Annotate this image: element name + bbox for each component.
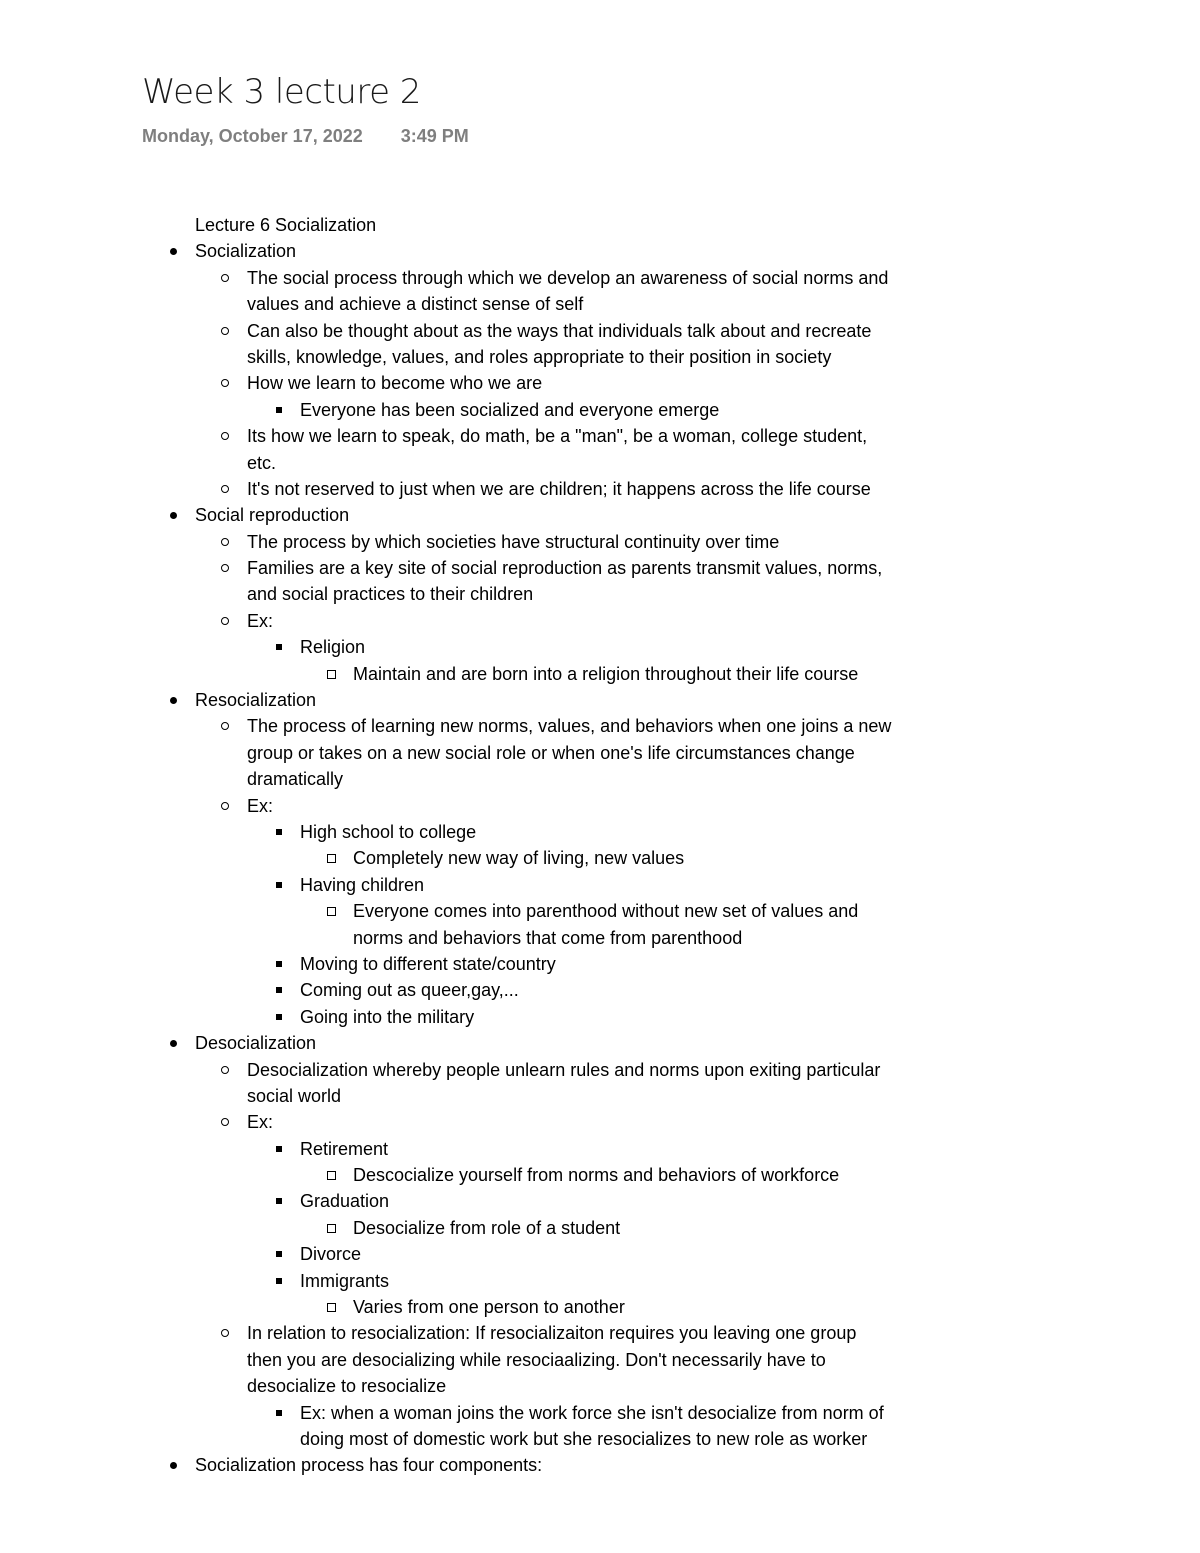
outline-item — [0, 661, 1200, 687]
outline-item-text: doing most of domestic work but she resocializes to new role as worker — [300, 1428, 868, 1449]
square-bullet-icon — [276, 407, 282, 413]
square-bullet-icon — [276, 987, 282, 993]
outline-item-text: etc. — [247, 452, 277, 473]
outline-item-text: values and achieve a distinct sense of self — [247, 294, 584, 315]
outline-item-text: and social practices to their children — [247, 584, 534, 605]
circle-bullet-icon — [221, 617, 229, 625]
outline-item — [0, 845, 1200, 871]
outline-item-text: Descocialize yourself from norms and behaviors of workforce — [353, 1165, 840, 1186]
circle-bullet-icon — [221, 485, 229, 493]
outline-item — [0, 634, 1200, 660]
outline-item — [0, 1373, 1200, 1399]
outline-item-text: group or takes on a new social role or when one's life circumstances change — [247, 742, 855, 763]
outline-item — [0, 1294, 1200, 1320]
outline-item-text: Lecture 6 Socialization — [195, 215, 377, 235]
page-time: 3:49 PM — [400, 126, 469, 146]
outline-item — [0, 529, 1200, 555]
box-bullet-icon — [327, 854, 336, 863]
outline-item-text: Moving to different state/country — [300, 953, 556, 974]
outline-item-text: Desocialize from role of a student — [353, 1217, 621, 1238]
outline-item-text: Ex: — [247, 1112, 274, 1133]
outline-item-text: dramatically — [247, 769, 344, 790]
outline-item — [0, 1426, 1200, 1452]
outline-item — [0, 581, 1200, 607]
box-bullet-icon — [327, 907, 336, 916]
outline-item — [0, 1136, 1200, 1162]
outline-item-text: Retirement — [300, 1138, 389, 1159]
outline-item — [0, 1162, 1200, 1188]
outline-item-text: Everyone comes into parenthood without new set of values and — [353, 901, 859, 922]
outline-item — [0, 1347, 1200, 1373]
outline-item-text: Immigrants — [300, 1270, 390, 1291]
outline-item-text: The process of learning new norms, values, and behaviors when one joins a new — [247, 716, 892, 737]
disc-bullet-icon — [170, 1040, 177, 1047]
disc-bullet-icon — [170, 512, 177, 519]
outline-item-text: Going into the military — [300, 1006, 475, 1027]
circle-bullet-icon — [221, 1329, 229, 1337]
outline-item — [0, 977, 1200, 1003]
outline-item — [0, 1400, 1200, 1426]
outline-item — [0, 555, 1200, 581]
outline-item — [0, 265, 1200, 291]
outline-item — [0, 450, 1200, 476]
outline-item-text: Ex: — [247, 795, 274, 816]
outline-item-text: In relation to resocialization: If resocializaiton requires you leaving one group — [247, 1323, 857, 1344]
outline-item — [0, 608, 1200, 634]
circle-bullet-icon — [221, 564, 229, 572]
outline-item-text: High school to college — [300, 821, 477, 842]
outline-item-text: Ex: when a woman joins the work force she isn't desocialize from norm of — [300, 1402, 884, 1423]
square-bullet-icon — [276, 882, 282, 888]
outline-item — [0, 713, 1200, 739]
outline-item — [0, 793, 1200, 819]
outline-item-text: Everyone has been socialized and everyone emerge — [300, 399, 720, 420]
outline-item — [0, 344, 1200, 370]
outline-item — [0, 1241, 1200, 1267]
square-bullet-icon — [276, 1014, 282, 1020]
square-bullet-icon — [276, 1410, 282, 1416]
outline-item-text: social world — [247, 1085, 342, 1106]
page-meta — [142, 126, 469, 147]
outline-item — [0, 238, 1200, 264]
outline-item — [0, 1057, 1200, 1083]
box-bullet-icon — [327, 670, 336, 679]
outline-item-text: then you are desocializing while resociaalizing. Don't necessarily have to — [247, 1349, 826, 1370]
outline-item — [0, 1268, 1200, 1294]
outline-item-text: The social process through which we develop an awareness of social norms and — [247, 267, 889, 288]
outline-item — [0, 1109, 1200, 1135]
outline-item — [0, 766, 1200, 792]
outline-item — [0, 476, 1200, 502]
outline-item-text: desocialize to resocialize — [247, 1376, 447, 1397]
outline-item-text: Divorce — [300, 1244, 362, 1265]
outline-item-text: Coming out as queer,gay,... — [300, 980, 519, 1001]
circle-bullet-icon — [221, 538, 229, 546]
square-bullet-icon — [276, 961, 282, 967]
outline-item — [0, 1320, 1200, 1346]
outline-item-text: How we learn to become who we are — [247, 373, 543, 394]
outline-item-text: The process by which societies have structural continuity over time — [247, 531, 780, 552]
outline-item-text: Families are a key site of social reproduction as parents transmit values, norms, — [247, 558, 883, 579]
circle-bullet-icon — [221, 802, 229, 810]
outline-item — [0, 951, 1200, 977]
outline-item — [0, 1452, 1200, 1478]
outline-item-text: Ex: — [247, 610, 274, 631]
disc-bullet-icon — [170, 1462, 177, 1469]
outline-item — [0, 898, 1200, 924]
circle-bullet-icon — [221, 379, 229, 387]
box-bullet-icon — [327, 1171, 336, 1180]
outline-item — [0, 872, 1200, 898]
outline-item-text: Varies from one person to another — [353, 1297, 625, 1318]
outline-item-text: Maintain and are born into a religion throughout their life course — [353, 663, 859, 684]
disc-bullet-icon — [170, 697, 177, 704]
outline-item-text: Can also be thought about as the ways that individuals talk about and recreate — [247, 320, 872, 341]
page-date: Monday, October 17, 2022 — [142, 126, 363, 146]
outline-item-text: Graduation — [300, 1191, 390, 1212]
outline-item — [0, 819, 1200, 845]
outline-item — [0, 1030, 1200, 1056]
outline-item-text: Having children — [300, 874, 425, 895]
outline-item — [0, 318, 1200, 344]
box-bullet-icon — [327, 1303, 336, 1312]
outline-item-text: Desocialization whereby people unlearn rules and norms upon exiting particular — [247, 1059, 881, 1080]
outline-item — [0, 397, 1200, 423]
outline-item — [0, 502, 1200, 528]
outline-item — [0, 370, 1200, 396]
outline-item-text: Social reproduction — [195, 505, 350, 526]
square-bullet-icon — [276, 829, 282, 835]
outline-item — [0, 740, 1200, 766]
outline-item — [0, 212, 1200, 238]
outline-item-text: skills, knowledge, values, and roles appropriate to their position in society — [247, 346, 832, 367]
outline-item-text: Socialization process has four components: — [195, 1455, 543, 1476]
note-outline — [0, 212, 1200, 1479]
outline-item — [0, 423, 1200, 449]
outline-item-text: Socialization — [195, 241, 297, 262]
outline-item — [0, 1188, 1200, 1214]
outline-item-text: Resocialization — [195, 690, 317, 711]
outline-item — [0, 687, 1200, 713]
outline-item-text: Its how we learn to speak, do math, be a "man", be a woman, college student, — [247, 426, 868, 447]
square-bullet-icon — [276, 1278, 282, 1284]
circle-bullet-icon — [221, 274, 229, 282]
square-bullet-icon — [276, 1146, 282, 1152]
circle-bullet-icon — [221, 722, 229, 730]
circle-bullet-icon — [221, 1066, 229, 1074]
outline-item-text: norms and behaviors that come from parenthood — [353, 927, 743, 948]
page-title: Week 3 lecture 2 — [142, 72, 421, 112]
circle-bullet-icon — [221, 327, 229, 335]
disc-bullet-icon — [170, 248, 177, 255]
outline-item-text: Religion — [300, 637, 366, 658]
square-bullet-icon — [276, 1251, 282, 1257]
square-bullet-icon — [276, 644, 282, 650]
square-bullet-icon — [276, 1198, 282, 1204]
circle-bullet-icon — [221, 1118, 229, 1126]
outline-item-text: It's not reserved to just when we are children; it happens across the life course — [247, 478, 871, 499]
outline-item — [0, 1004, 1200, 1030]
outline-item-text: Desocialization — [195, 1033, 317, 1054]
circle-bullet-icon — [221, 432, 229, 440]
outline-item — [0, 291, 1200, 317]
box-bullet-icon — [327, 1224, 336, 1233]
outline-item — [0, 1083, 1200, 1109]
outline-item-text: Completely new way of living, new values — [353, 848, 685, 869]
outline-item — [0, 1215, 1200, 1241]
outline-item — [0, 925, 1200, 951]
